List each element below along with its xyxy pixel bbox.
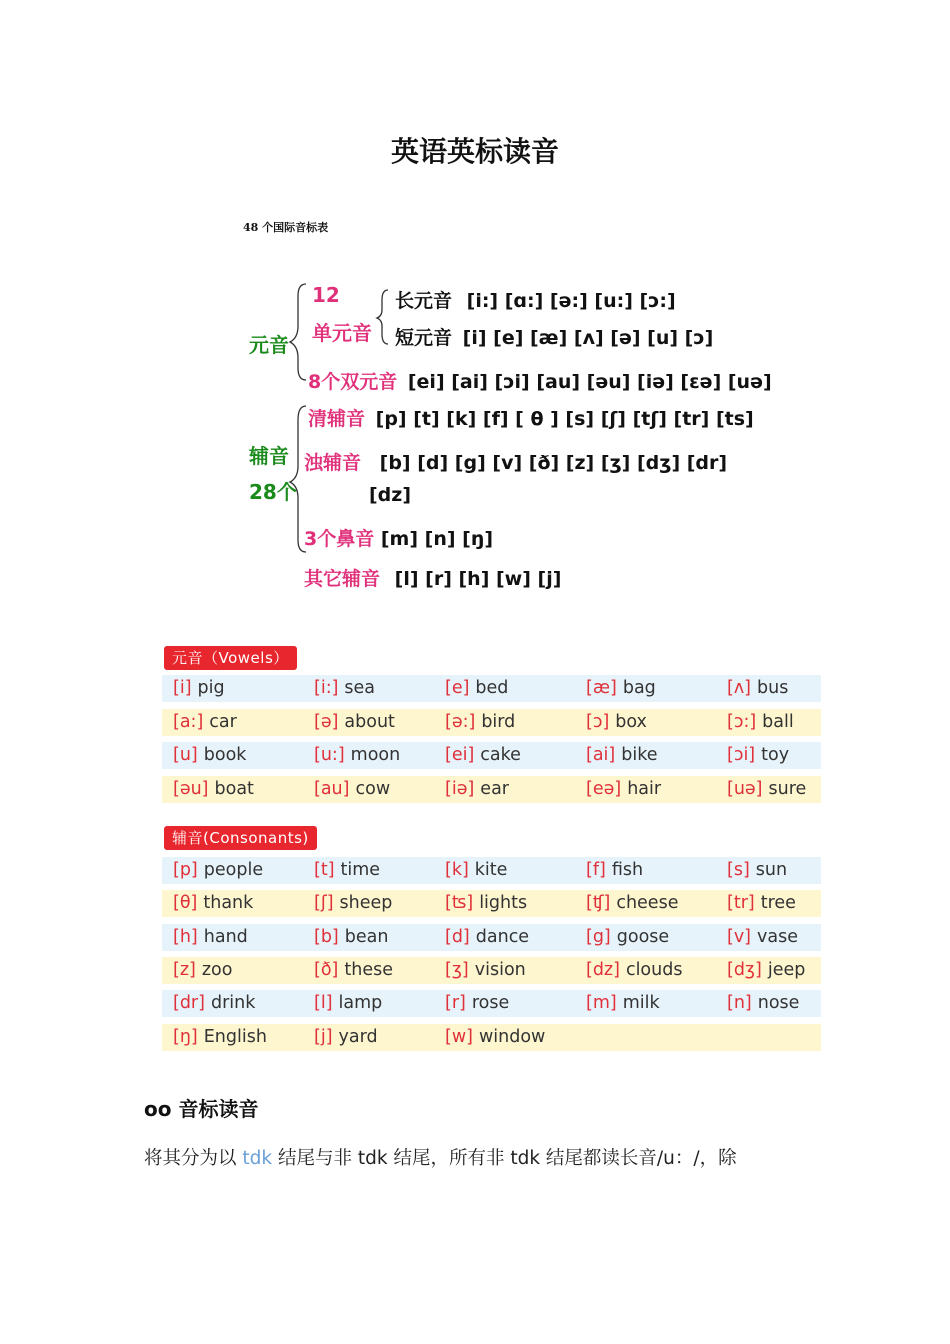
consonants-tag: 辅音(Consonants) <box>164 826 317 850</box>
consonant-label: 辅音 <box>249 444 289 468</box>
phonetic-cell <box>173 927 248 947</box>
phonetic-cell <box>173 960 232 980</box>
example-word: lamp <box>338 993 383 1014</box>
short-vowel-symbols: [i] [e] [æ] [ʌ] [ə] [u] [ɔ] <box>462 327 714 349</box>
example-word: kite <box>474 860 508 880</box>
nasal-label: 3个鼻音 <box>304 528 375 550</box>
phonetic-cell <box>586 779 661 799</box>
example-word: bed <box>475 678 509 698</box>
phonetic-cell <box>173 993 255 1013</box>
tdk-link[interactable]: tdk <box>242 1148 273 1169</box>
example-word: cheese <box>616 893 679 914</box>
phonetic-symbol: [k] <box>445 860 469 880</box>
phonetic-symbol: [ʒ] <box>445 959 469 980</box>
short-vowel-label: 短元音 <box>395 327 453 349</box>
example-word: car <box>209 711 237 732</box>
phonetic-cell <box>445 745 521 765</box>
phonetic-symbol: [dz] <box>586 959 620 980</box>
example-word: thank <box>203 893 254 914</box>
example-word: drink <box>210 993 256 1014</box>
example-word: cow <box>355 778 391 799</box>
phonetic-cell <box>173 712 237 732</box>
example-word: sea <box>344 678 376 698</box>
example-word: bag <box>622 678 656 698</box>
body-paragraph <box>144 1144 737 1170</box>
phonetic-symbol: [w] <box>445 1026 473 1047</box>
example-word: hair <box>627 778 662 799</box>
example-word: tree <box>760 893 796 914</box>
phonetic-symbol: [θ] <box>173 893 198 914</box>
example-word: sure <box>768 778 807 799</box>
example-word: time <box>340 860 381 880</box>
phonetic-cell <box>586 960 682 980</box>
phonetic-cell <box>314 678 375 698</box>
phonetic-symbol: [əu] <box>173 778 209 799</box>
vowels-tag: 元音（Vowels） <box>164 646 297 670</box>
phonetic-symbol: [æ] <box>586 678 617 698</box>
phonetic-symbol: [a:] <box>173 711 204 732</box>
diphthong-symbols: [ei] [ai] [ɔi] [au] [əu] [iə] [ɛə] [uə] <box>407 371 772 393</box>
phonetic-symbol: [g] <box>586 926 611 947</box>
phonetic-symbol: [e] <box>445 678 470 698</box>
phonetic-symbol: [u:] <box>314 745 345 765</box>
example-word: clouds <box>625 959 683 980</box>
phonetic-symbol: [dr] <box>173 993 205 1014</box>
phonetic-symbol: [z] <box>173 959 196 980</box>
phonetic-cell <box>445 712 515 732</box>
phonetic-cell <box>173 745 246 765</box>
phonetic-cell <box>314 1027 378 1047</box>
consonant-count: 28个 <box>249 480 297 504</box>
phonetic-symbol: [d] <box>445 926 470 947</box>
phonetic-symbol: [ɔi] <box>727 745 756 765</box>
phonetic-cell <box>173 893 253 913</box>
example-word: window <box>478 1026 546 1047</box>
phonetic-symbol: [t] <box>314 860 335 880</box>
short-vowel-row <box>395 323 713 350</box>
phonetic-symbol: [h] <box>173 926 198 947</box>
voiceless-label: 清辅音 <box>308 408 366 430</box>
phonetic-cell <box>727 678 788 698</box>
phonetic-cell <box>314 927 388 947</box>
phonetic-cell <box>586 860 643 880</box>
phonetic-symbol: [ai] <box>586 745 616 765</box>
example-word: ball <box>762 711 794 732</box>
voiceless-row <box>308 404 754 431</box>
example-word: jeep <box>767 959 806 980</box>
phonetic-symbol: [r] <box>445 993 466 1014</box>
phonetic-cell <box>727 993 799 1013</box>
example-word: bus <box>757 678 789 698</box>
example-word: milk <box>622 993 660 1014</box>
voiced-row <box>304 448 727 475</box>
example-word: bird <box>481 711 516 732</box>
monophthong-brace <box>377 290 388 344</box>
phonetic-cell <box>727 779 806 799</box>
phonetic-cell <box>173 860 263 880</box>
phonetic-symbol: [ʃ] <box>314 893 334 914</box>
example-word: yard <box>338 1026 378 1047</box>
phonetic-cell <box>445 1027 545 1047</box>
phonetic-cell <box>314 893 392 913</box>
phonetic-symbol: [b] <box>314 926 339 947</box>
phonetic-symbol: [i] <box>173 678 192 698</box>
example-word: boat <box>214 778 254 799</box>
diphthong-row <box>308 367 772 394</box>
example-word: rose <box>471 993 510 1014</box>
voiced-symbols-continued: [dz] <box>369 484 412 506</box>
example-word: sun <box>755 860 788 880</box>
phonetic-cell <box>727 960 805 980</box>
example-word: people <box>203 860 264 880</box>
voiced-symbols: [b] [d] [g] [v] [ð] [z] [ʒ] [dʒ] [dr] <box>379 452 728 474</box>
phonetic-symbol: [ŋ] <box>173 1026 198 1047</box>
nasal-row <box>304 524 493 551</box>
example-word: hand <box>203 926 248 947</box>
phonetic-cell <box>173 1027 267 1047</box>
example-word: pig <box>197 678 225 698</box>
phonetic-symbol: [ʧ] <box>586 893 611 914</box>
long-vowel-symbols: [i:] [ɑ:] [ə:] [u:] [ɔ:] <box>466 290 676 312</box>
paragraph-text-start: 将其分为以 <box>144 1148 243 1169</box>
example-word: zoo <box>201 959 233 980</box>
example-word: box <box>615 711 647 732</box>
phonetic-symbol: [ð] <box>314 959 339 980</box>
phonetic-symbol: [u] <box>173 745 198 765</box>
example-word: vision <box>474 959 526 980</box>
vowel-count: 12 <box>312 283 340 307</box>
phonetic-cell <box>727 893 796 913</box>
example-word: moon <box>350 745 401 765</box>
phonetic-cell <box>314 712 395 732</box>
example-word: cake <box>480 745 521 765</box>
phonetic-cell <box>314 860 380 880</box>
phonetic-symbol: [s] <box>727 860 750 880</box>
phonetic-cell <box>445 678 508 698</box>
example-word: these <box>344 959 393 980</box>
voiced-label: 浊辅音 <box>304 452 362 474</box>
monophthong-label: 单元音 <box>312 321 372 345</box>
phonetic-symbol: [i:] <box>314 678 339 698</box>
paragraph-text-end: 结尾与非 tdk 结尾，所有非 tdk 结尾都读长音/u：/，除 <box>272 1148 737 1169</box>
phonetic-symbol: [tr] <box>727 893 755 914</box>
phonetic-symbol: [iə] <box>445 778 475 799</box>
phonetic-cell <box>314 993 382 1013</box>
example-word: bean <box>344 926 389 947</box>
phonetic-symbol: [au] <box>314 778 350 799</box>
phonetic-symbol: [m] <box>586 993 617 1014</box>
phonetic-cell <box>445 960 526 980</box>
long-vowel-row <box>395 286 676 313</box>
phonetic-cell <box>445 779 509 799</box>
other-consonant-symbols: [l] [r] [h] [w] [j] <box>394 568 562 590</box>
phonetic-cell <box>727 745 789 765</box>
phonetic-cell <box>586 678 656 698</box>
example-word: sheep <box>339 893 393 914</box>
phonetic-symbol: [ə] <box>314 711 339 732</box>
vowel-brace <box>290 284 306 380</box>
other-consonant-label: 其它辅音 <box>304 568 381 590</box>
vowel-label: 元音 <box>249 333 289 357</box>
phonetic-symbol: [eə] <box>586 778 622 799</box>
phonetic-cell <box>586 927 669 947</box>
phonetic-symbol: [ɔ:] <box>727 711 757 732</box>
phonetic-symbol: [ei] <box>445 745 475 765</box>
phonetic-cell <box>314 960 393 980</box>
phonetic-symbol: [ɔ] <box>586 711 610 732</box>
phonetic-cell <box>173 678 225 698</box>
example-word: English <box>203 1026 267 1047</box>
phonetic-symbol: [l] <box>314 993 333 1014</box>
phonetic-cell <box>445 860 507 880</box>
example-word: about <box>344 711 395 732</box>
page-title: 英语英标读音 <box>390 135 559 168</box>
section-heading: oo 音标读音 <box>144 1097 259 1121</box>
example-word: bike <box>621 745 658 765</box>
phonetic-cell <box>314 745 400 765</box>
example-word: vase <box>757 926 798 947</box>
example-word: lights <box>479 893 528 914</box>
long-vowel-label: 长元音 <box>395 290 453 312</box>
phonetic-symbol: [ə:] <box>445 711 476 732</box>
phonetic-cell <box>173 779 254 799</box>
example-word: nose <box>757 993 800 1014</box>
diphthong-label: 8个双元音 <box>308 371 398 393</box>
other-consonant-row <box>304 564 561 591</box>
phonetic-symbol: [uə] <box>727 778 763 799</box>
voiceless-symbols: [p] [t] [k] [f] [ θ ] [s] [ʃ] [tʃ] [tr] [ts] <box>375 408 754 430</box>
phonetic-symbol: [j] <box>314 1026 333 1047</box>
phonetic-cell <box>586 893 678 913</box>
example-word: goose <box>616 926 670 947</box>
phonetic-symbol: [f] <box>586 860 606 880</box>
phonetic-cell <box>445 893 527 913</box>
phonetic-cell <box>727 927 798 947</box>
phonetic-symbol: [v] <box>727 926 752 947</box>
phonetic-cell <box>586 745 658 765</box>
phonetic-cell <box>586 712 647 732</box>
phonetic-cell <box>445 927 529 947</box>
phonetic-symbol: [dʒ] <box>727 959 762 980</box>
phonetic-symbol: [ʦ] <box>445 893 474 914</box>
example-word: fish <box>611 860 644 880</box>
nasal-symbols: [m] [n] [ŋ] <box>380 528 494 550</box>
example-word: dance <box>475 926 530 947</box>
phonetic-symbol: [p] <box>173 860 198 880</box>
example-word: ear <box>480 778 509 799</box>
phonetic-cell <box>727 860 787 880</box>
phonetic-symbol: [n] <box>727 993 752 1014</box>
phonetic-cell <box>445 993 509 1013</box>
example-word: toy <box>761 745 790 765</box>
phonetic-cell <box>727 712 794 732</box>
chart-caption: 48 个国际音标表 <box>243 221 329 234</box>
phonetic-cell <box>314 779 390 799</box>
example-word: book <box>203 745 247 765</box>
phonetic-symbol: [ʌ] <box>727 678 752 698</box>
phonetic-cell <box>586 993 660 1013</box>
